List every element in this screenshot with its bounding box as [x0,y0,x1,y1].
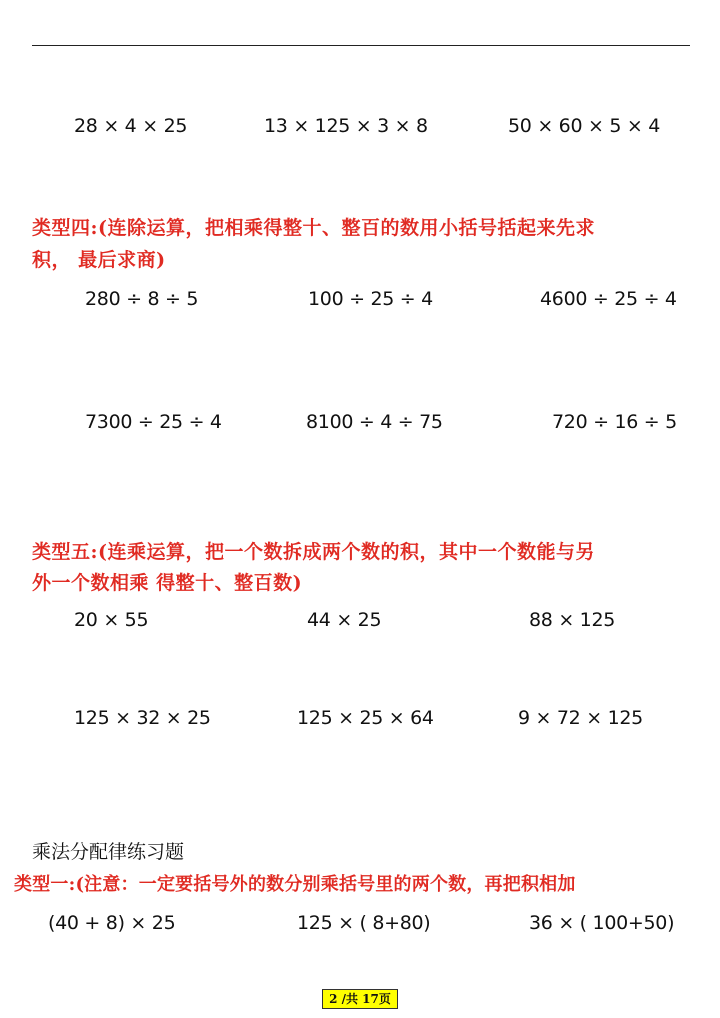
expression: 20 × 55 [74,609,149,631]
expression: 13 × 125 × 3 × 8 [264,115,428,137]
expression: 125 × ( 8+80) [297,912,431,934]
type5-heading-line2: 外一个数相乘 得整十、整百数) [32,572,303,594]
expression: 100 ÷ 25 ÷ 4 [308,288,433,310]
expression: 44 × 25 [307,609,382,631]
expression: 720 ÷ 16 ÷ 5 [552,411,677,433]
expression: 9 × 72 × 125 [518,707,643,729]
expression: (40 + 8) × 25 [48,912,176,934]
type5-heading-line1: 类型五:(连乘运算，把一个数拆成两个数的积，其中一个数能与另 [32,541,596,563]
page-number: 2 /共 17页 [322,989,398,1009]
expression: 8100 ÷ 4 ÷ 75 [306,411,443,433]
expression: 280 ÷ 8 ÷ 5 [85,288,199,310]
expression: 125 × 32 × 25 [74,707,211,729]
expression: 7300 ÷ 25 ÷ 4 [85,411,222,433]
section-title: 乘法分配律练习题 [32,841,185,863]
type4-heading-line1: 类型四:(连除运算，把相乘得整十、整百的数用小括号括起来先求 [32,217,596,239]
type1-heading: 类型一:(注意：一定要括号外的数分别乘括号里的两个数，再把积相加 [14,874,576,895]
header-rule [32,45,690,46]
expression: 4600 ÷ 25 ÷ 4 [540,288,677,310]
expression: 88 × 125 [529,609,616,631]
expression: 50 × 60 × 5 × 4 [508,115,661,137]
expression: 125 × 25 × 64 [297,707,434,729]
type4-heading-line2: 积， 最后求商) [32,249,166,271]
expression: 28 × 4 × 25 [74,115,188,137]
expression: 36 × ( 100+50) [529,912,675,934]
